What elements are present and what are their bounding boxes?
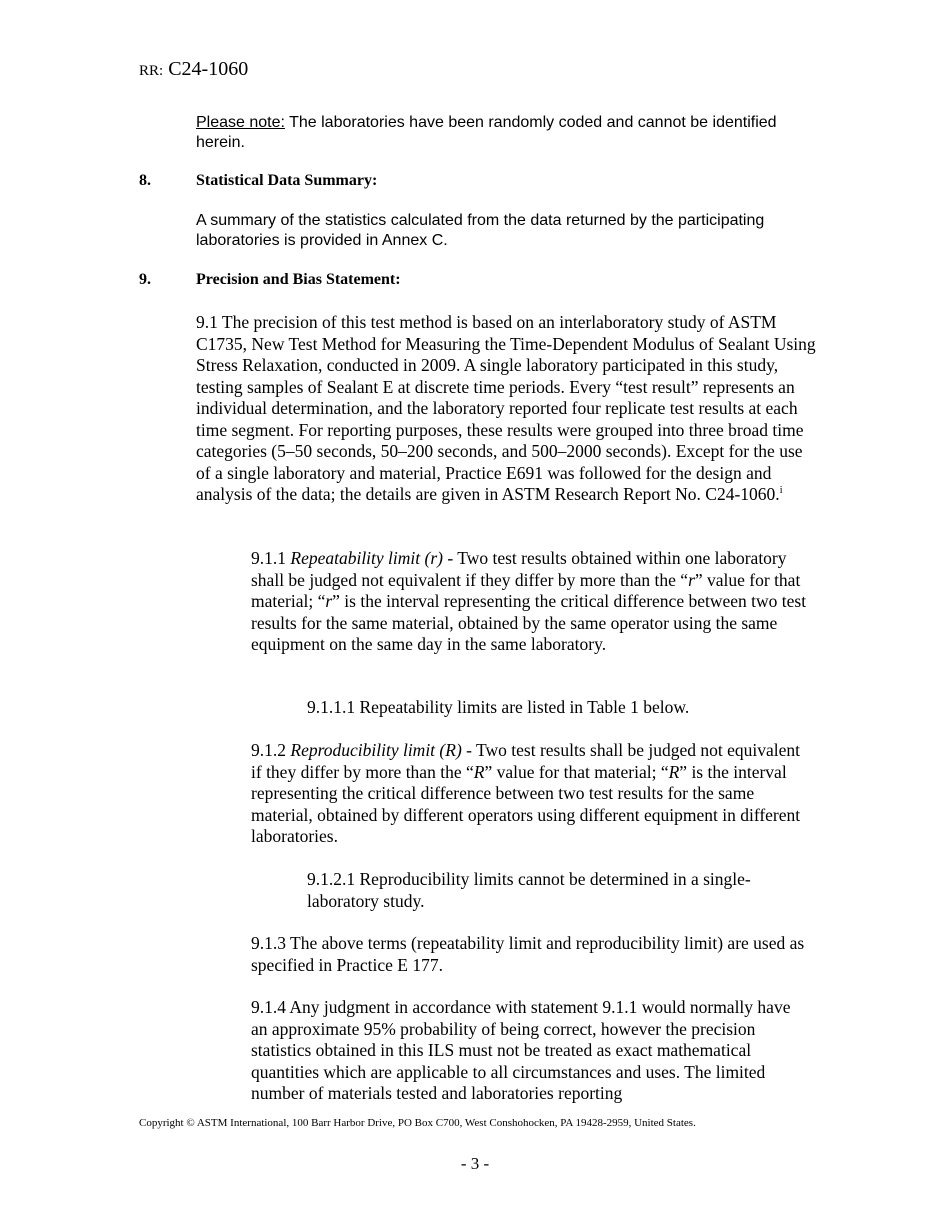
section-9-title: Precision and Bias Statement:	[196, 271, 401, 288]
paragraph-text: ” value for that material; “	[251, 569, 801, 611]
paragraph-9-1-4: 9.1.4 Any judgment in accordance with statement 9.1.1 would normally have an approximate 95% probability of being correct, however the precision statistics obtained in this ILS must not be treated as exact mathematical quantities which are applicable to all circumstances and uses. The limited number of materials tested and laboratories reporting	[251, 997, 791, 1103]
paragraph-text: - Two test results obtained within one laboratory shall be judged not equivalent if they differ by more than the “	[251, 548, 787, 590]
paragraph-9-1	[196, 312, 821, 506]
page-number: - 3 -	[460, 1154, 490, 1173]
note-label: Please note:	[196, 114, 285, 131]
paragraph-9-1-2-1: 9.1.2.1 Reproducibility limits cannot be determined in a single-laboratory study.	[307, 869, 751, 911]
paragraph-text: ” value for that material; “	[484, 761, 669, 782]
R-symbol: R	[668, 761, 680, 782]
r-symbol: r	[325, 591, 333, 611]
report-id: C24-1060	[168, 58, 249, 80]
paragraph-9-1-3: 9.1.3 The above terms (repeatability limit and reproducibility limit) are used as specified in Practice E 177.	[251, 933, 805, 975]
section-8-body: A summary of the statistics calculated from the data returned by the participating laboratories is provided in Annex C.	[196, 212, 765, 249]
repeatability-term: Repeatability limit (r)	[290, 548, 443, 568]
note-text: The laboratories have been randomly coded and cannot be identified herein.	[196, 114, 777, 151]
paragraph-number: 9.1.1	[251, 548, 286, 568]
paragraph-text: ” is the interval representing the critical difference between two test results for the same material, obtained by the same operator using the same equipment on the same day in the same laboratory.	[251, 591, 807, 654]
copyright-notice: Copyright © ASTM International, 100 Barr Harbor Drive, PO Box C700, West Conshohocken, PA 19428-2959, United States.	[139, 1117, 696, 1129]
report-header	[139, 58, 248, 81]
report-prefix: RR:	[139, 63, 164, 79]
footnote-marker: i	[779, 485, 783, 497]
paragraph-9-1-1	[251, 548, 811, 656]
paragraph-text: ” is the interval representing the critical difference between two test results for the same material, obtained by different operators using different equipment in different laboratories.	[251, 761, 801, 846]
paragraph-9-1-text: 9.1 The precision of this test method is based on an interlaboratory study of ASTM C1735, New Test Method for Measuring the Time-Dependent Modulus of Sealant Using Stress Relaxation, conducted in 2009. A single laboratory participated in this study, testing samples of Sealant E at discrete time periods. Every “test result” represents an individual determination, and the laboratory reported four replicate test results at each time segment. For reporting purposes, these results were grouped into three broad time categories (5–50 seconds, 50–200 seconds, and 500–2000 seconds). Except for the use of a single laboratory and material, Practice E691 was followed for the design and analysis of the data; the details are given in ASTM Research Report No. C24-1060.	[196, 312, 816, 504]
paragraph-9-1-2	[251, 740, 811, 848]
paragraph-text: - Two test results shall be judged not equivalent if they differ by more than the “	[251, 740, 800, 782]
paragraph-number: 9.1.2	[251, 740, 286, 760]
paragraph-9-1-1-1: 9.1.1.1 Repeatability limits are listed in Table 1 below.	[307, 697, 690, 717]
laboratory-note	[196, 113, 796, 153]
section-8-number: 8.	[139, 172, 151, 189]
reproducibility-term: Reproducibility limit (R)	[290, 740, 462, 760]
R-symbol: R	[473, 761, 485, 782]
section-8-title: Statistical Data Summary:	[196, 172, 378, 189]
section-9-number: 9.	[139, 271, 151, 288]
r-symbol: r	[688, 569, 695, 590]
